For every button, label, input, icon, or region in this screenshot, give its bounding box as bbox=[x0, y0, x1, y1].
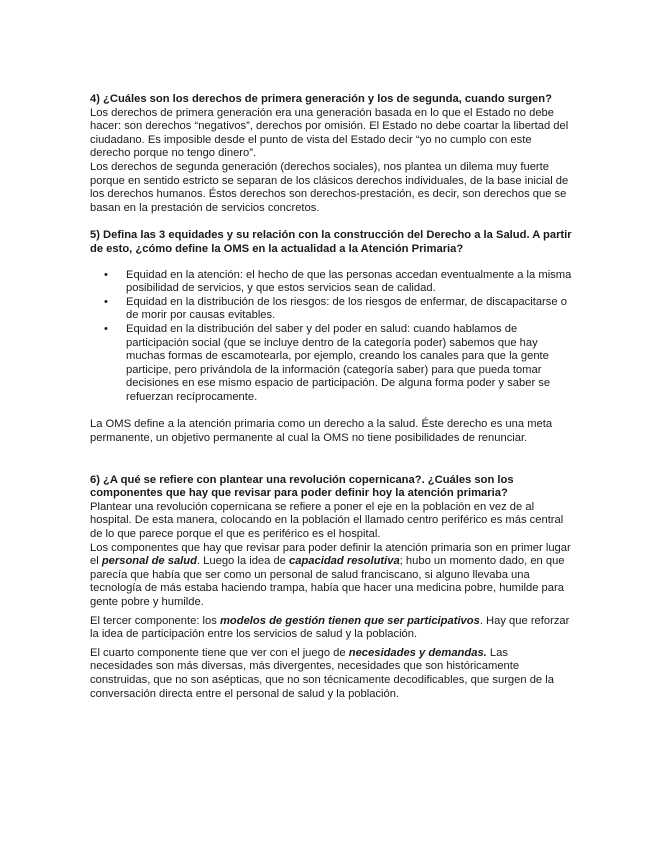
emphasis-personal-de-salud: personal de salud bbox=[101, 555, 197, 568]
document-body bbox=[90, 93, 572, 701]
list-item: • Equidad en la distribución del saber y del poder en salud: cuando hablamos de participación social (que se incluye dentro de la categoría poder) sabemos que hay muchas formas de escamotearla, por ejemplo, creando los canales para que la gente participe, pero privándola de la información (categoría saber) para que pueda tomar decisiones en ese mismo espacio de participación. De alguna forma poder y saber se refuerzan recíprocamente. bbox=[104, 322, 551, 403]
question-4-heading: 4) ¿Cuáles son los derechos de primera generación y los de segunda, cuando surgen? bbox=[90, 93, 552, 105]
question-4-paragraph-2: Los derechos de segunda generación (derechos sociales), nos plantea un dilema muy fuerte porque en sentido estricto se separan de los clásicos derechos individuales, de la base inicial de los derechos humanos. Éstos derechos son derechos-prestación, es decir, son derechos que se basan en la prestación de servicios concretos. bbox=[90, 160, 569, 214]
question-6-paragraph-4: El cuarto componente tiene que ver con el juego de necesidades y demandas. Las necesidades son más diversas, más divergentes, necesidades que son históricamente construidas, que no son asépticas, que no son técnicamente decodificables, que surgen de la conversación directa entre el personal de salud y la población. bbox=[90, 646, 554, 700]
question-6-paragraph-2: Los componentes que hay que revisar para poder definir la atención primaria son en primer lugar el personal de salud. Luego la idea de capacidad resolutiva; hubo un momento dado, en que parecía que había que ser como un personal de salud franciscano, si alguno llevaba una tecnología de más estaba haciendo trampa, había que hacer una medicina pobre, humilde para gente pobre y humilde. bbox=[90, 541, 571, 608]
list-item: • Equidad en la atención: el hecho de que las personas accedan eventualmente a la misma posibilidad de servicios, y que estos servicios sean de calidad. bbox=[104, 268, 572, 295]
question-6-section bbox=[90, 474, 572, 702]
question-6-paragraph-3: El tercer componente: los modelos de gestión tienen que ser participativos. Hay que reforzar la idea de participación entre los servicios de salud y la población. bbox=[90, 614, 570, 641]
emphasis-capacidad-resolutiva: capacidad resolutiva bbox=[289, 555, 400, 568]
bullet-icon: • bbox=[104, 322, 108, 335]
emphasis-necesidades-y-demandas: necesidades y demandas. bbox=[348, 646, 487, 659]
question-4-section bbox=[90, 93, 572, 215]
bullet-icon: • bbox=[104, 268, 108, 281]
question-6-paragraph-1: Plantear una revolución copernicana se refiere a poner el eje en la población en vez de al hospital. De esta manera, colocando en la población el llamado centro periférico es más central de lo que parece porque el que es periférico es el hospital. bbox=[90, 500, 564, 541]
question-5-paragraph-1: La OMS define a la atención primaria como un derecho a la salud. Éste derecho es una meta permanente, un objetivo permanente al cual la OMS no tiene posibilidades de renunciar. bbox=[90, 418, 553, 445]
question-6-heading: 6) ¿A qué se refiere con plantear una revolución copernicana?. ¿Cuáles son los componentes que hay que revisar para poder definir hoy la atención primaria? bbox=[90, 473, 514, 500]
list-item: • Equidad en la distribución de los riesgos: de los riesgos de enfermar, de discapacitarse o de morir por causas evitables. bbox=[104, 295, 567, 322]
bullet-icon: • bbox=[104, 295, 108, 308]
emphasis-modelos-de-gestion: modelos de gestión tienen que ser participativos bbox=[219, 614, 480, 627]
equity-bullet-list bbox=[104, 268, 572, 405]
question-5-section bbox=[90, 229, 572, 445]
question-5-heading: 5) Defina las 3 equidades y su relación con la construcción del Derecho a la Salud. A partir de esto, ¿cómo define la OMS en la actualidad a la Atención Primaria? bbox=[90, 229, 572, 255]
question-4-paragraph-1: Los derechos de primera generación era una generación basada en lo que el Estado no debe hacer: son derechos “negativos”, derechos por omisión. El Estado no debe coartar la libertad del ciudadano. Es imposible desde el punto de vista del Estado decir “yo no cumplo con este derecho porque no tengo dinero”. bbox=[90, 106, 569, 160]
